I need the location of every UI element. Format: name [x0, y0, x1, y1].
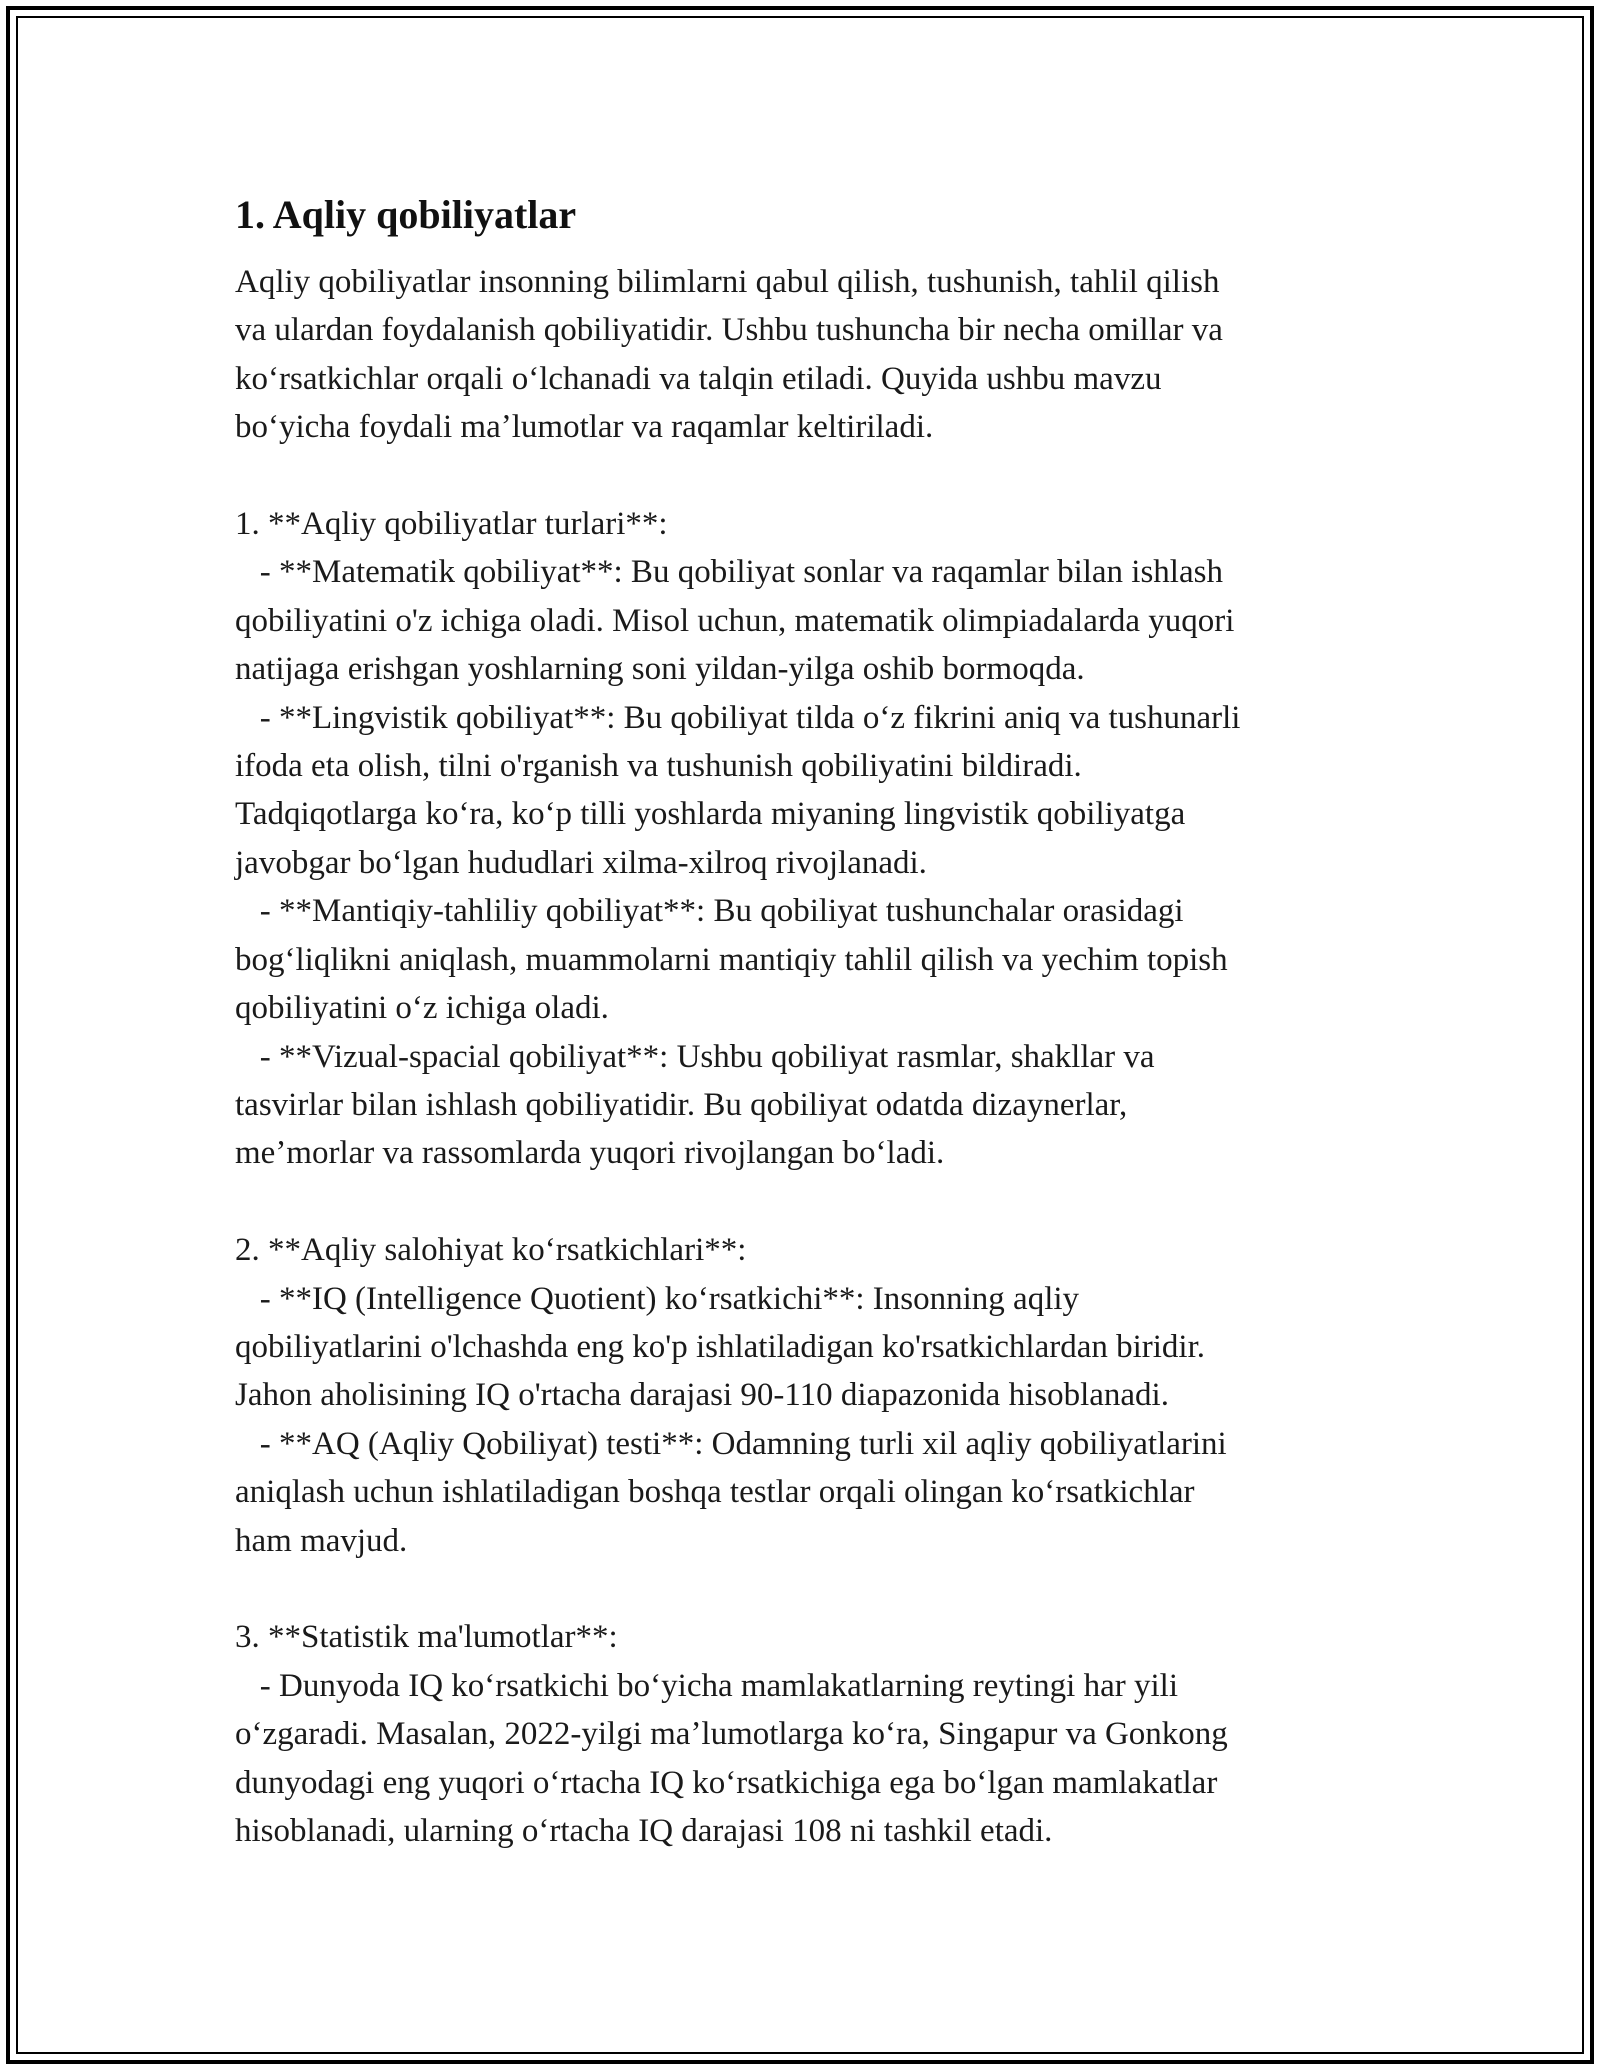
document-title: 1. Aqliy qobiliyatlar [235, 192, 577, 237]
document-body: Aqliy qobiliyatlar insonning bilimlarni qabul qilish, tushunish, tahlil qilish va ulardan foydalanish qobiliyatidir. Ushbu tushuncha bir necha omillar va koʻrsatkichlar orqali oʻlchanadi va talqin etiladi. Quyida ushbu mavzu boʻyicha foydali maʼlumotlar va raqamlar keltiriladi. 1. **Aqliy qobiliyatlar turlari**: - **Matematik qobiliyat**: Bu qobiliyat sonlar va raqamlar bilan ishlash qobiliyatini o'z ichiga oladi. Misol uchun, matematik olimpiadalarda yuqori natijaga erishgan yoshlarning soni yildan-yilga oshib bormoqda. - **Lingvistik qobiliyat**: Bu qobiliyat tilda oʻz fikrini aniq va tushunarli ifoda eta olish, tilni o'rganish va tushunish qobiliyatini bildiradi. Tadqiqotlarga koʻra, koʻp tilli yoshlarda miyaning lingvistik qobiliyatga javobgar boʻlgan hududlari xilma-xilroq rivojlanadi. - **Mantiqiy-tahliliy qobiliyat**: Bu qobiliyat tushunchalar orasidagi bogʻliqlikni aniqlash, muammolarni mantiqiy tahlil qilish va yechim topish qobiliyatini oʻz ichiga oladi. - **Vizual-spacial qobiliyat**: Ushbu qobiliyat rasmlar, shakllar va tasvirlar bilan ishlash qobiliyatidir. Bu qobiliyat odatda dizaynerlar, meʼmorlar va rassomlarda yuqori rivojlangan boʻladi. 2. **Aqliy salohiyat koʻrsatkichlari**: - **IQ (Intelligence Quotient) koʻrsatkichi**: Insonning aqliy qobiliyatlarini o'lchashda eng ko'p ishlatiladigan ko'rsatkichlardan biridir. Jahon aholisining IQ o'rtacha darajasi 90-110 diapazonida hisoblanadi. - **AQ (Aqliy Qobiliyat) testi**: Odamning turli xil aqliy qobiliyatlarini aniqlash uchun ishlatiladigan boshqa testlar orqali olingan koʻrsatkichlar ham mavjud. 3. **Statistik ma'lumotlar**: - Dunyoda IQ koʻrsatkichi boʻyicha mamlakatlarning reytingi har yili oʻzgaradi. Masalan, 2022-yilgi maʼlumotlarga koʻra, Singapur va Gonkong dunyodagi eng yuqori oʻrtacha IQ koʻrsatkichiga ega boʻlgan mamlakatlar hisoblanadi, ularning oʻrtacha IQ darajasi 108 ni tashkil etadi. [235, 264, 1241, 1849]
document-content [235, 180, 1375, 1855]
